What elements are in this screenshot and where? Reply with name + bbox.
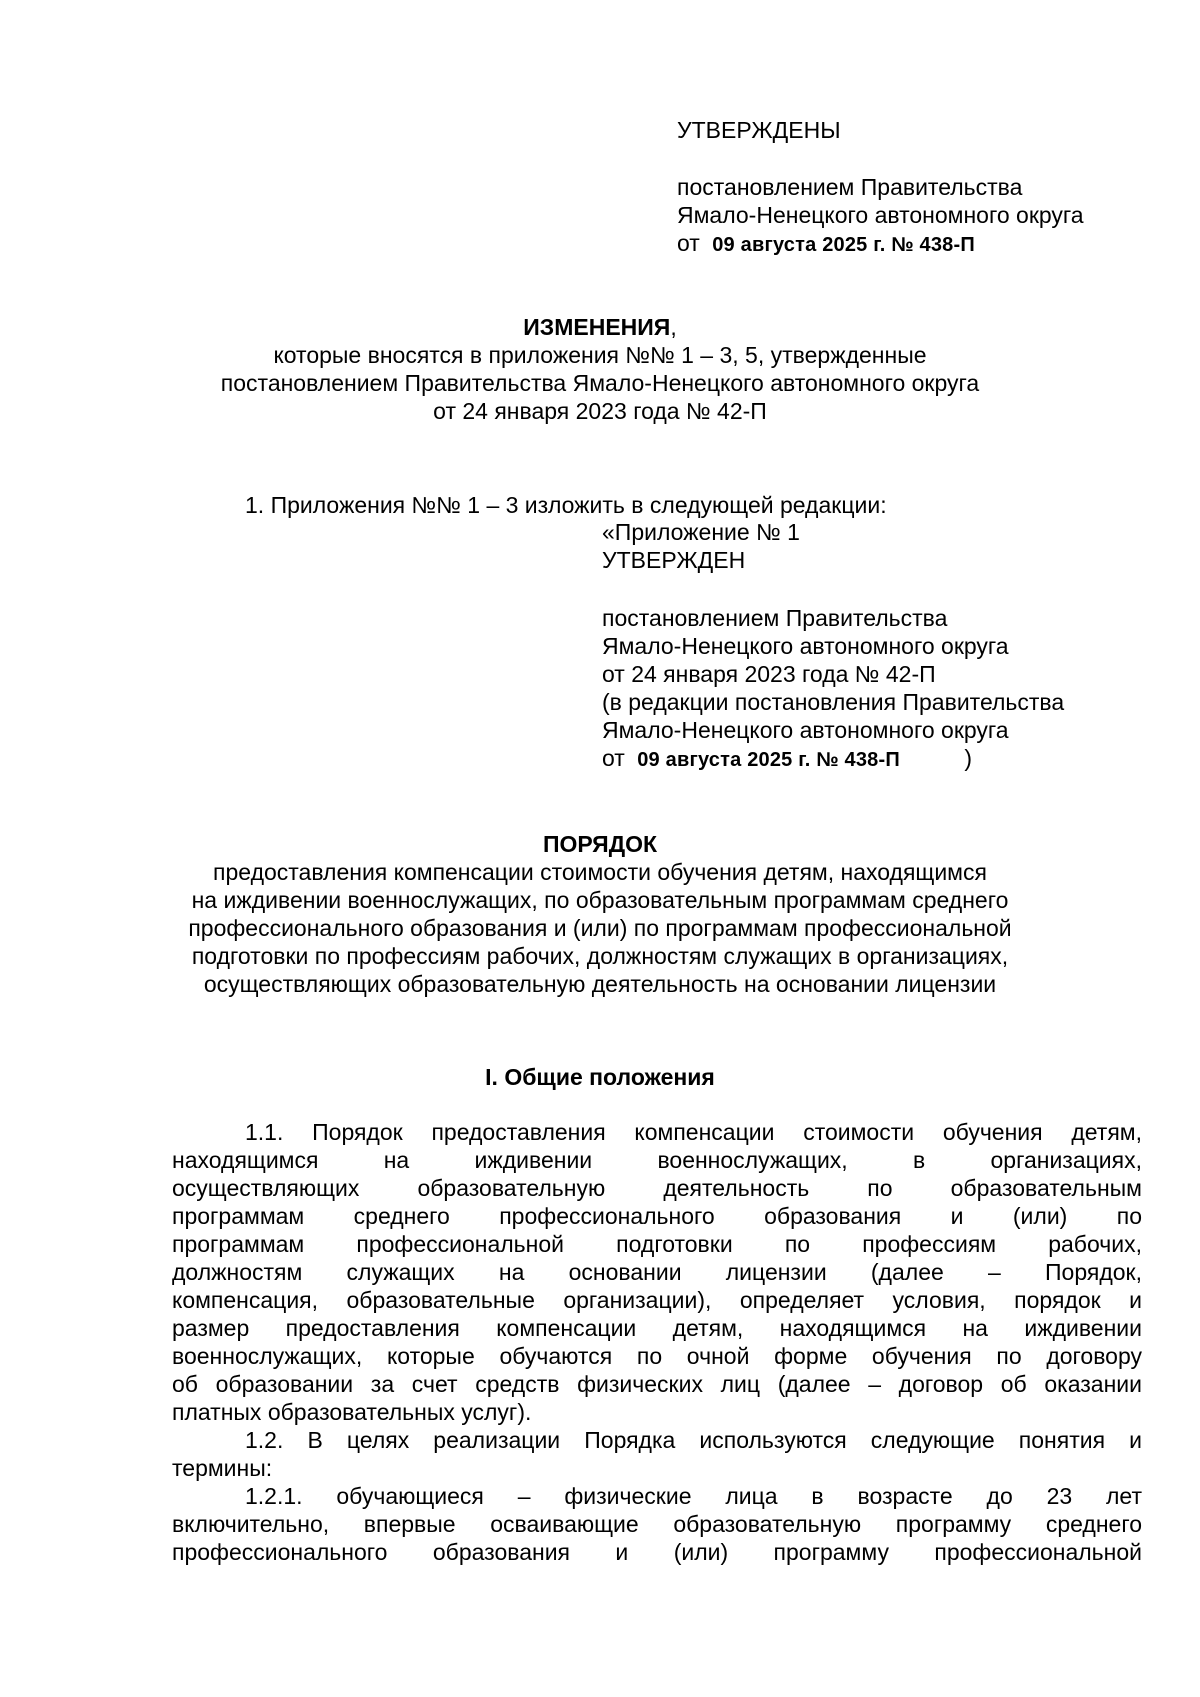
p11-line-11: платных образовательных услуг). (172, 1399, 532, 1425)
approval-title: УТВЕРЖДЕНЫ (677, 117, 841, 143)
order-line-4: подготовки по профессиям рабочих, должностям служащих в организациях, (191, 943, 1009, 969)
changes-line-3: от 24 января 2023 года № 42-П (433, 398, 767, 424)
approval-line-1: постановлением Правительства (677, 174, 1023, 200)
order-line-5: осуществляющих образовательную деятельность на основании лицензии (203, 971, 997, 997)
paragraph-1-2-1 (172, 1482, 1142, 1566)
changes-title: ИЗМЕНЕНИЯ (523, 314, 671, 340)
appendix-block (602, 518, 1182, 574)
p11-line-9: военнослужащих, которые обучаются по очной форме обучения по договору (172, 1343, 1142, 1369)
item-1-text: 1. Приложения №№ 1 – 3 изложить в следующей редакции: (245, 492, 887, 518)
appendix-line-2: УТВЕРЖДЕН (602, 547, 746, 573)
changes-title-suffix: , (670, 314, 677, 340)
appendix-line-3: постановлением Правительства (602, 605, 948, 631)
appendix-line-7: Ямало-Ненецкого автономного округа (602, 717, 1009, 743)
p121-line-1: 1.2.1. обучающиеся – физические лица в возрасте до 23 лет (245, 1483, 1142, 1509)
p11-line-3: осуществляющих образовательную деятельность по образовательным (172, 1175, 1142, 1201)
appendix-line-6: (в редакции постановления Правительства (602, 689, 1065, 715)
item-1 (245, 491, 1145, 519)
approval-date-stamp: 09 августа 2025 г. № 438-П (712, 234, 975, 256)
changes-line-1: которые вносятся в приложения №№ 1 – 3, 5, утвержденные (273, 342, 927, 368)
order-line-1: предоставления компенсации стоимости обучения детям, находящимся (213, 859, 987, 885)
changes-line-2: постановлением Правительства Ямало-Ненецкого автономного округа (220, 370, 980, 396)
p11-line-8: размер предоставления компенсации детям, находящимся на иждивении (172, 1315, 1142, 1341)
p11-line-4: программам среднего профессионального образования и (или) по (172, 1203, 1142, 1229)
appendix-line-4: Ямало-Ненецкого автономного округа (602, 633, 1009, 659)
appendix-line-1: «Приложение № 1 (602, 519, 800, 545)
appendix-close-paren: ) (964, 745, 973, 771)
order-block (0, 830, 1200, 998)
order-line-3: профессионального образования и (или) по программам профессиональной (188, 915, 1012, 941)
p11-line-10: об образовании за счет средств физических лиц (далее – договор об оказании (172, 1371, 1142, 1397)
appendix-details (602, 604, 1182, 774)
order-title: ПОРЯДОК (542, 831, 658, 857)
section-1-heading (0, 1063, 1200, 1091)
appendix-date-prefix: от (602, 745, 625, 771)
appendix-line-5: от 24 января 2023 года № 42-П (602, 661, 936, 687)
order-line-2: на иждивении военнослужащих, по образовательным программам среднего (191, 887, 1009, 913)
p11-line-1: 1.1. Порядок предоставления компенсации стоимости обучения детям, (245, 1119, 1142, 1145)
appendix-date-line (602, 744, 1182, 774)
p121-line-2: включительно, впервые осваивающие образовательную программу среднего (172, 1511, 1142, 1537)
p121-line-3: профессионального образования и (или) программу профессиональной (172, 1539, 1142, 1565)
p11-line-7: компенсация, образовательные организации), определяет условия, порядок и (172, 1287, 1142, 1313)
changes-title-line (0, 313, 1200, 341)
p12-line-2: термины: (172, 1455, 273, 1481)
approval-block (677, 116, 1177, 144)
approval-line-2: Ямало-Ненецкого автономного округа (677, 202, 1084, 228)
paragraph-1-2 (172, 1426, 1142, 1482)
p11-line-2: находящимся на иждивении военнослужащих, в организациях, (172, 1147, 1142, 1173)
approval-date-line (677, 229, 1177, 259)
p12-line-1: 1.2. В целях реализации Порядка используются следующие понятия и (245, 1427, 1142, 1453)
section-1-title: I. Общие положения (485, 1064, 715, 1090)
approval-date-prefix: от (677, 230, 700, 256)
changes-block (0, 313, 1200, 425)
paragraph-1-1 (172, 1118, 1142, 1426)
approval-details (677, 173, 1177, 259)
appendix-date-stamp: 09 августа 2025 г. № 438-П (637, 749, 900, 771)
p11-line-5: программам профессиональной подготовки по профессиям рабочих, (172, 1231, 1142, 1257)
p11-line-6: должностям служащих на основании лицензии (далее – Порядок, (172, 1259, 1142, 1285)
